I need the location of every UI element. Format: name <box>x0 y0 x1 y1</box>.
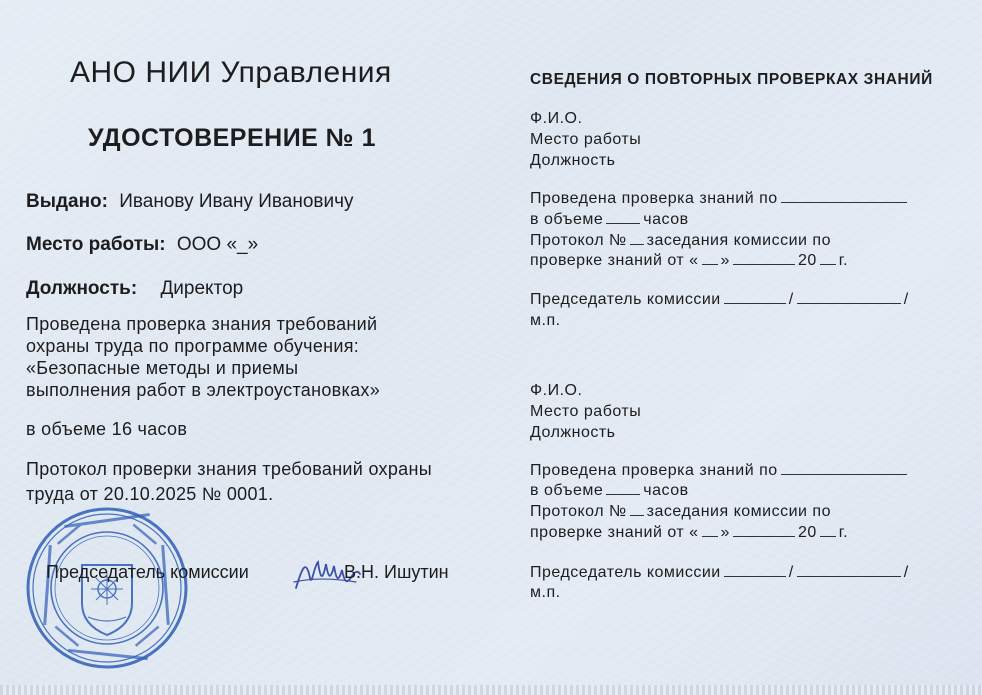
fio-label: Ф.И.О. <box>530 382 583 399</box>
position-row <box>26 278 243 300</box>
slash: / <box>788 564 794 581</box>
check-line <box>530 462 910 480</box>
issued-value: Иванову Ивану Ивановичу <box>119 191 354 212</box>
workplace-label: Место работы: <box>26 234 166 255</box>
chairman-line <box>530 291 909 309</box>
training-line: Проведена проверка знания требований <box>26 314 378 334</box>
training-line: охраны труда по программе обучения: <box>26 336 360 356</box>
blank-line <box>724 302 786 304</box>
year-pre: 20 <box>797 524 817 541</box>
date-pre: проверке знаний от « <box>530 252 699 269</box>
protocol-text <box>26 457 432 507</box>
slash: / <box>788 291 794 308</box>
certificate-title: УДОСТОВЕРЕНИЕ № 1 <box>88 124 377 152</box>
round-seal-stamp-icon <box>24 505 190 671</box>
training-line: выполнения работ в электроустановках» <box>26 380 381 400</box>
date-pre: проверке знаний от « <box>530 524 699 541</box>
date-mid: » <box>720 524 730 541</box>
protocol-line <box>530 232 831 250</box>
date-line <box>530 524 848 542</box>
chairman-line <box>530 564 909 582</box>
volume-line <box>530 211 689 229</box>
protocol-pre: Протокол № <box>530 503 627 520</box>
volume-post: часов <box>643 211 689 228</box>
protocol-post: заседания комиссии по <box>646 232 831 249</box>
protocol-line <box>530 503 831 521</box>
chairman-text: Председатель комиссии <box>530 564 721 581</box>
volume-pre: в объеме <box>530 482 604 499</box>
check-text: Проведена проверка знаний по <box>530 462 778 479</box>
blank-line <box>797 302 901 304</box>
blank-line <box>724 575 786 577</box>
workplace-label: Место работы <box>530 131 642 148</box>
blank-line <box>606 222 640 224</box>
organization-name: АНО НИИ Управления <box>70 56 392 89</box>
chairman-text: Председатель комиссии <box>530 291 721 308</box>
slash: / <box>903 564 909 581</box>
blank-line <box>781 201 907 203</box>
blank-line <box>820 263 836 265</box>
hours-text: в объеме 16 часов <box>26 419 188 439</box>
volume-pre: в объеме <box>530 211 604 228</box>
protocol-post: заседания комиссии по <box>646 503 831 520</box>
workplace-label: Место работы <box>530 403 642 420</box>
blank-line <box>733 535 795 537</box>
protocol-line: труда от 20.10.2025 № 0001. <box>26 484 274 504</box>
check-text: Проведена проверка знаний по <box>530 190 778 207</box>
chairman-label: Председатель комиссии <box>46 562 249 582</box>
slash: / <box>903 291 909 308</box>
chairman-name: В.Н. Ишутин <box>344 562 449 582</box>
blank-line <box>797 575 901 577</box>
position-value: Директор <box>160 278 244 299</box>
blank-line <box>606 493 640 495</box>
year-post: г. <box>838 252 849 269</box>
blank-line <box>820 535 836 537</box>
blank-line <box>702 263 718 265</box>
position-label: Должность: <box>26 278 138 299</box>
training-line: «Безопасные методы и приемы <box>26 358 299 378</box>
fio-label: Ф.И.О. <box>530 110 583 127</box>
year-pre: 20 <box>797 252 817 269</box>
blank-line <box>702 535 718 537</box>
volume-line <box>530 482 689 500</box>
check-line <box>530 190 910 208</box>
protocol-line: Протокол проверки знания требований охраны <box>26 459 432 479</box>
blank-line <box>733 263 795 265</box>
blank-line <box>630 514 644 516</box>
date-mid: » <box>720 252 730 269</box>
seal-place: м.п. <box>530 584 561 601</box>
bottom-ornament-border <box>0 685 982 695</box>
position-label: Должность <box>530 424 616 441</box>
year-post: г. <box>838 524 849 541</box>
blank-line <box>781 473 907 475</box>
issued-label: Выдано: <box>26 191 108 212</box>
protocol-pre: Протокол № <box>530 232 627 249</box>
workplace-value: ООО «_» <box>176 234 259 255</box>
issued-row <box>26 191 354 213</box>
repeat-checks-heading: СВЕДЕНИЯ О ПОВТОРНЫХ ПРОВЕРКАХ ЗНАНИЙ <box>530 71 933 88</box>
workplace-row <box>26 234 258 256</box>
training-program-text <box>26 313 380 401</box>
position-label: Должность <box>530 152 616 169</box>
volume-post: часов <box>643 482 689 499</box>
seal-place: м.п. <box>530 312 561 329</box>
date-line <box>530 252 848 270</box>
blank-line <box>630 243 644 245</box>
